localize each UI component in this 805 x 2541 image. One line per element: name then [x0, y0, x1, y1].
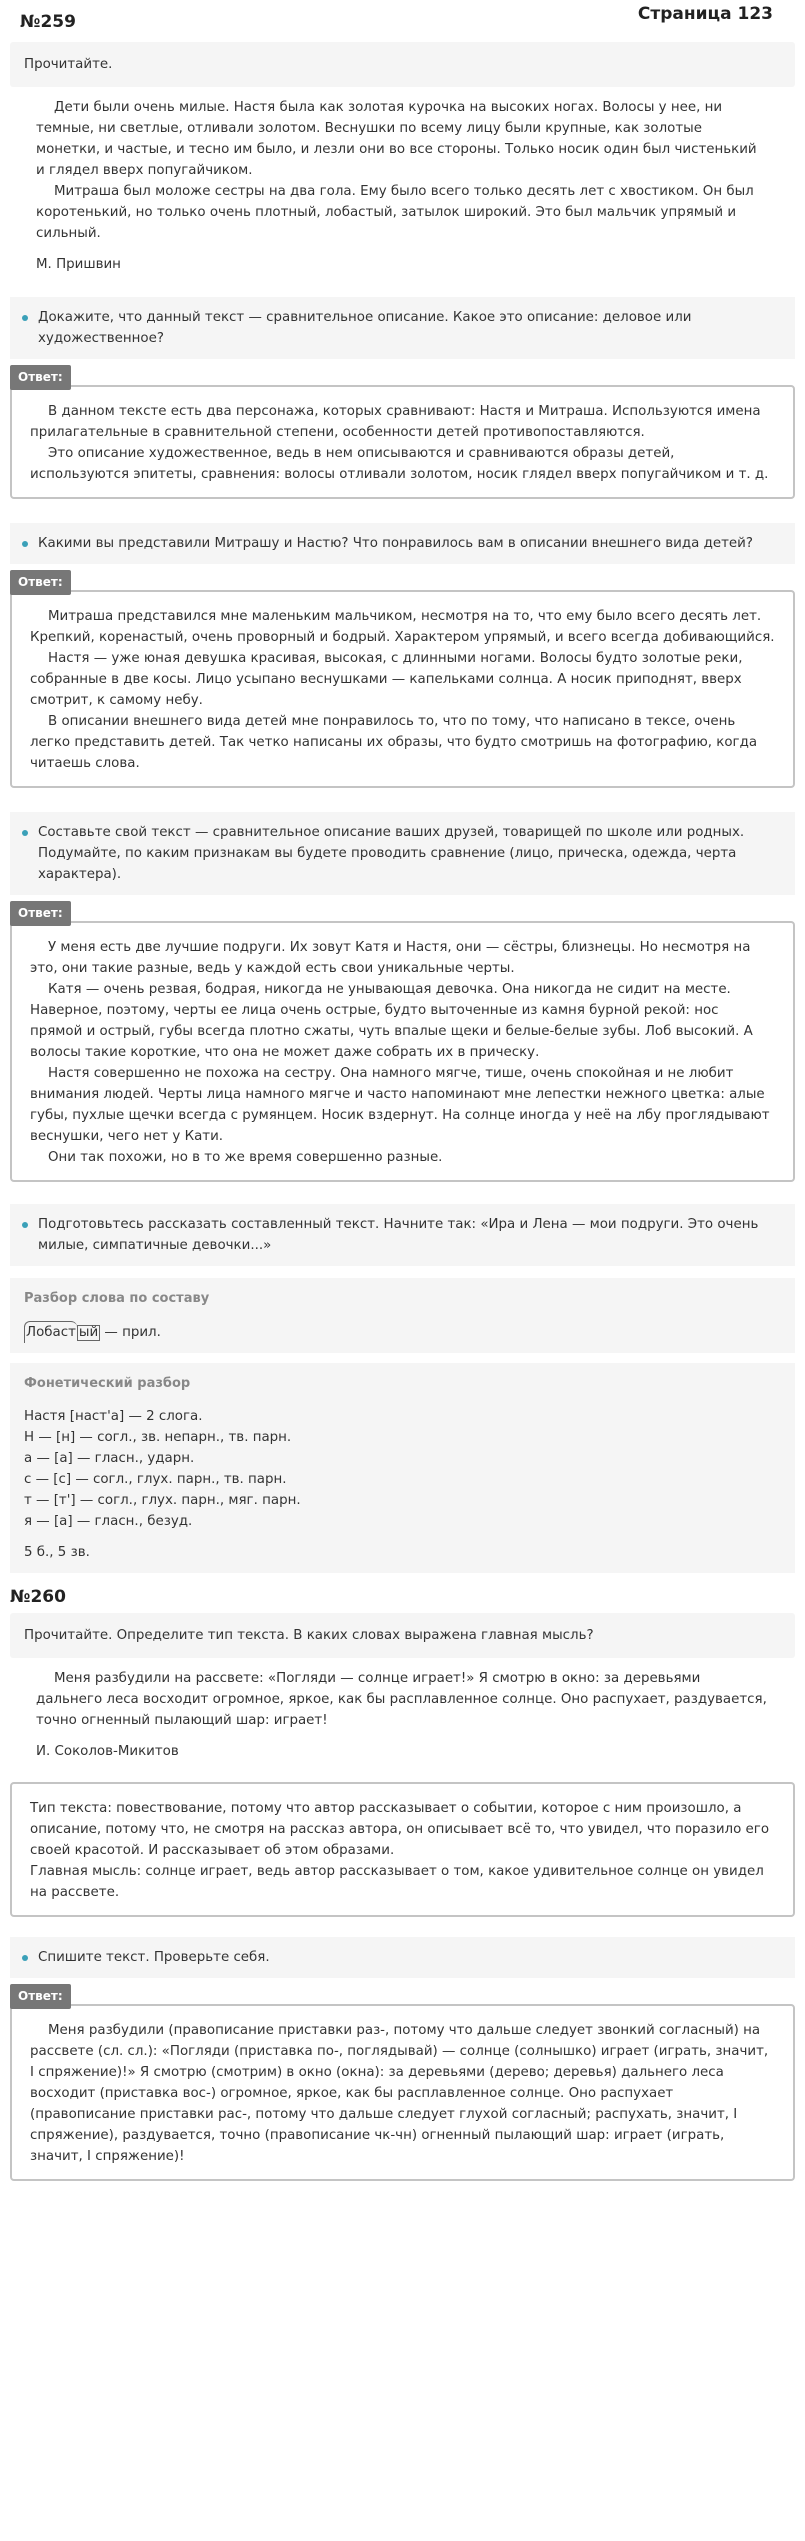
- question-3: [10, 812, 795, 895]
- answer-1: [10, 370, 795, 499]
- answer-paragraph: В данном тексте есть два персонажа, которых сравнивают: Настя и Митраша. Используются имена прилагательные в сравнительной степени, особенности детей противопоставляются.: [30, 404, 765, 440]
- phonetic-line: т — [т'] — согл., глух. парн., мяг. парн.: [24, 1493, 301, 1508]
- answer-paragraph: Настя совершенно не похожа на сестру. Она намного мягче, тише, очень спокойная и не любит внимания людей. Черты лица намного мягче и часто напоминают мне лепестки нежного цветка: алые губы, пухлые щечки всегда с румянцем. Носик вздернут. На солнце иногда у неё на лбу проглядывают веснушки, чего нет у Кати.: [30, 1066, 774, 1144]
- exercise-number-259: №259: [20, 12, 76, 32]
- question-text: Составьте свой текст — сравнительное описание ваших друзей, товарищей по школе или родных. Подумайте, по каким признакам вы будете проводить сравнение (лицо, прическа, одежда, черта характера).: [38, 825, 745, 882]
- answer-paragraph: Они так похожи, но в то же время совершенно разные.: [48, 1150, 443, 1165]
- phonetic-line: Н — [н] — согл., зв. непарн., тв. парн.: [24, 1430, 292, 1445]
- answer-label: Ответ:: [10, 1984, 71, 2009]
- question-2: [10, 523, 795, 564]
- answer-paragraph: Настя — уже юная девушка красивая, высокая, с длинными ногами. Волосы будто золотые реки, собранные в две косы. Лицо усыпано веснушками — капельками солнца. А носик приподнят, вверх смотрит, к самому небу.: [30, 651, 747, 708]
- source-paragraph: Меня разбудили на рассвете: «Погляди — солнце играет!» Я смотрю в окно: за деревьями дальнего леса восходит огромное, яркое, как бы расплавленное солнце. Оно распухает, раздувается, точно огненный пылающий шар: играет!: [36, 1671, 772, 1728]
- morpheme-word: [24, 1321, 781, 1343]
- phonetic-line: а — [а] — гласн., ударн.: [24, 1451, 195, 1466]
- answer-260-1: [10, 1782, 795, 1917]
- question-text: Какими вы представили Митрашу и Настю? Что понравилось вам в описании внешнего вида детей?: [38, 536, 753, 551]
- answer-label: Ответ:: [10, 570, 71, 595]
- exercise-number-260: №260: [10, 1587, 66, 1607]
- source-text-259: [10, 87, 795, 283]
- phonetic-analysis: [10, 1363, 795, 1573]
- answer-paragraph: Митраша представился мне маленьким мальчиком, несмотря на то, что ему было всего десять лет. Крепкий, коренастый, очень проворный и бодрый. Характером упрямый, и всего всегда добивающийся.: [30, 609, 775, 645]
- answer-3: [10, 906, 795, 1182]
- question-text: Подготовьтесь рассказать составленный текст. Начните так: «Ира и Лена — мои подруги. Это очень милые, симпатичные девочки...»: [38, 1217, 759, 1253]
- instruction-text: Прочитайте.: [24, 57, 113, 72]
- phonetic-lines: [24, 1406, 781, 1532]
- instruction-text: Прочитайте. Определите тип текста. В каких словах выражена главная мысль?: [24, 1628, 594, 1643]
- morpheme-ending: ый: [78, 1325, 99, 1340]
- answer-2: [10, 575, 795, 788]
- phonetic-title: Фонетический разбор: [24, 1376, 191, 1391]
- phonetic-line: с — [с] — согл., глух. парн., тв. парн.: [24, 1472, 287, 1487]
- source-paragraph: Митраша был моложе сестры на два гола. Ему было всего только десять лет с хвостиком. Он был коротенький, но только очень плотный, лобастый, затылок широкий. Это был мальчик упрямый и сильный.: [36, 184, 759, 241]
- question-4: [10, 1204, 795, 1266]
- morpheme-part-of-speech: — прил.: [100, 1325, 161, 1340]
- phonetic-line: Настя [наст'а] — 2 слога.: [24, 1409, 203, 1424]
- morpheme-root: Лобаст: [24, 1321, 77, 1343]
- answer-paragraph: Меня разбудили (правописание приставки раз-, потому что дальше следует звонкий согласный) на рассвете (сл. сл.): «Погляди (приставка по-, поглядывай) — солнце (солнышко) играет (играть, значит, I спряжение)!» Я смотрю (смотрим) в окно (окна): за деревьями (дерево; деревья) дальнего леса восходит (приставка вос-) огромное, яркое, как бы расплавленное солнце. Оно распухает (правописание приставки рас-, потому что дальше следует глухой согласный; распухать, значит, I спряжение), раздувается, точно (правописание чк-чн) огненный пылающий шар: играет (играть, значит, I спряжение)!: [30, 2023, 773, 2164]
- exercise-header-260: [10, 1573, 795, 1613]
- answer-paragraph: В описании внешнего вида детей мне понравилось то, что по тому, что написано в тексе, очень легко представить детей. Так четко написаны их образы, что будто смотришь на фотографию, когда читаешь слова.: [30, 714, 762, 771]
- author: М. Пришвин: [36, 257, 121, 272]
- source-paragraph: Дети были очень милые. Настя была как золотая курочка на высоких ногах. Волосы у нее, ни темные, ни светлые, отливали золотом. Веснушки по всему лицу были крупные, как золотые монетки, и частые, и тесно им было, и лезли они во все стороны. Только носик один был чистенький и глядел вверх попугайчиком.: [36, 100, 761, 178]
- question-1: [10, 297, 795, 359]
- answer-paragraph: Катя — очень резвая, бодрая, никогда не унывающая девочка. Она никогда не сидит на месте. Наверное, поэтому, черты ее лица очень острые, будто выточенные из камня бурной рекой: нос прямой и острый, губы всегда плотно сжаты, чуть впалые щеки и белые-белые зубы. Лоб высокий. А волосы такие короткие, что она не может даже собрать их в прическу.: [30, 982, 758, 1060]
- instruction-259: [10, 42, 795, 87]
- source-text-260: [10, 1658, 795, 1770]
- question-text: Спишите текст. Проверьте себя.: [38, 1950, 270, 1965]
- morpheme-analysis: [10, 1278, 795, 1353]
- question-text: Докажите, что данный текст — сравнительное описание. Какое это описание: деловое или художественное?: [38, 310, 692, 346]
- page-number: Страница 123: [637, 4, 773, 24]
- answer-label: Ответ:: [10, 901, 71, 926]
- answer-label: Ответ:: [10, 365, 71, 390]
- answer-260-2: [10, 1989, 795, 2181]
- morpheme-title: Разбор слова по составу: [24, 1291, 210, 1306]
- author: И. Соколов-Микитов: [36, 1744, 179, 1759]
- answer-paragraph: Тип текста: повествование, потому что автор рассказывает о событии, которое с ним произошло, а описание, потому что, не смотря на рассказ автора, он описывает всё то, что увидел, что поразило его своей красотой. И рассказывает об этом образами.: [30, 1801, 770, 1858]
- answer-paragraph: У меня есть две лучшие подруги. Их зовут Катя и Настя, они — сёстры, близнецы. Но несмотря на это, они такие разные, ведь у каждой есть свои уникальные черты.: [30, 940, 755, 976]
- answer-paragraph: Это описание художественное, ведь в нем описываются и сравниваются образы детей, используются эпитеты, сравнения: волосы отливали золотом, носик глядел вверх попугайчиком и т. д.: [30, 446, 769, 482]
- phonetic-total: 5 б., 5 зв.: [24, 1545, 90, 1560]
- answer-paragraph: Главная мысль: солнце играет, ведь автор рассказывает о том, какое удивительное солнце он увидел на рассвете.: [30, 1864, 764, 1900]
- phonetic-line: я — [а] — гласн., безуд.: [24, 1514, 193, 1529]
- instruction-260: [10, 1613, 795, 1658]
- page-header: [10, 0, 795, 40]
- question-260-2: [10, 1937, 795, 1978]
